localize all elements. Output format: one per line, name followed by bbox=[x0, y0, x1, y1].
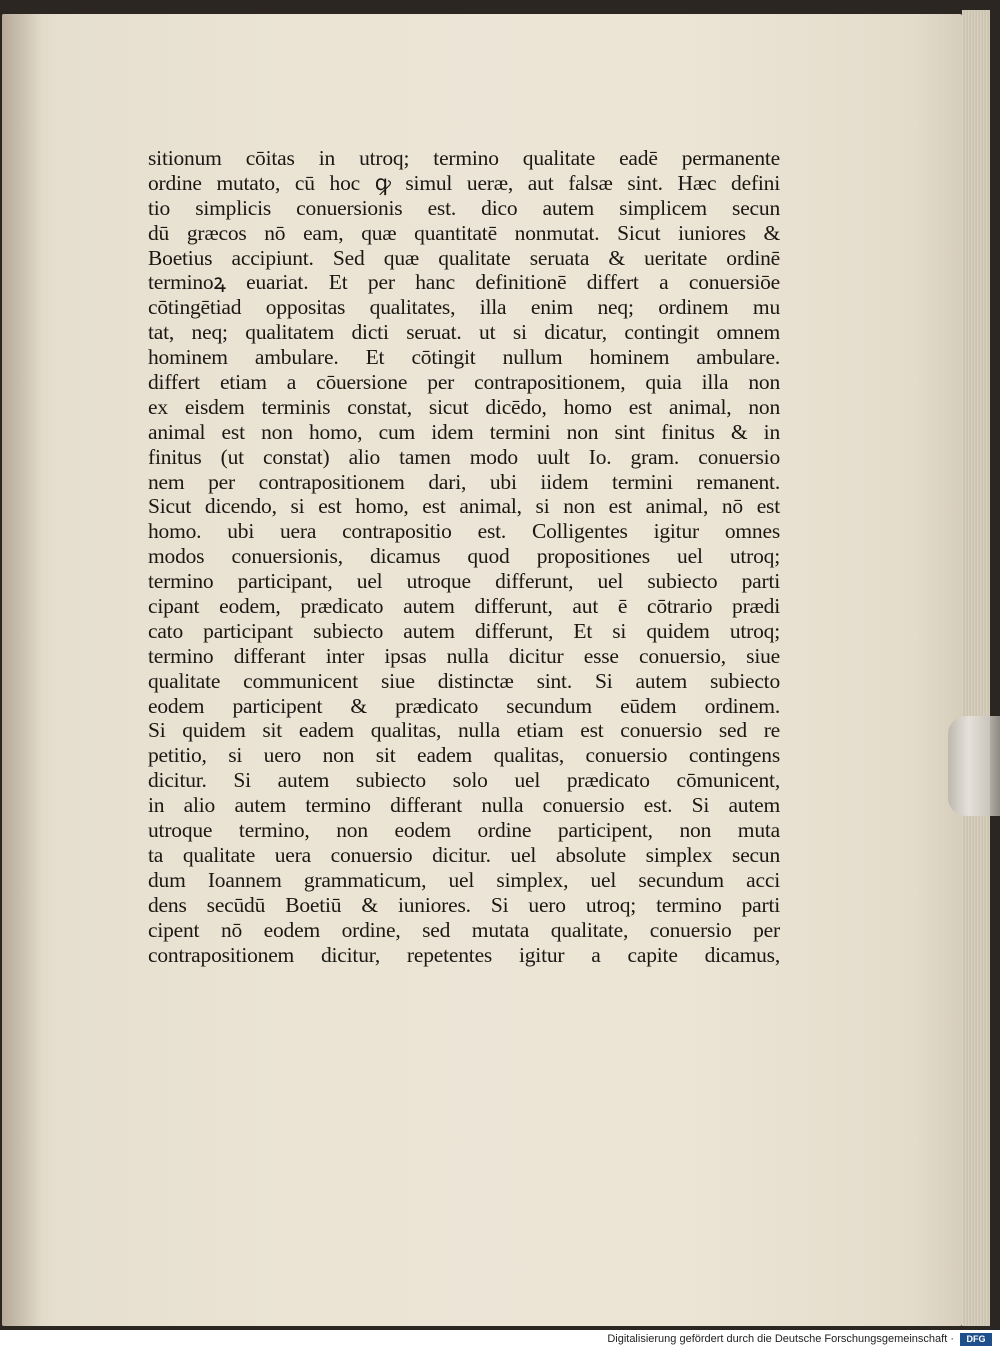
text-line: termino differant inter ipsas nulla dicitur esse conuersio, siue bbox=[148, 643, 780, 668]
text-line: dicitur. Si autem subiecto solo uel prædicato cōmunicent, bbox=[148, 768, 780, 793]
text-line: dum Ioannem grammaticum, uel simplex, uel secundum acci bbox=[148, 867, 780, 892]
page-fore-edge bbox=[962, 10, 990, 1326]
text-line: ex eisdem terminis constat, sicut dicēdo, homo est animal, non bbox=[148, 394, 780, 419]
dfg-logo: DFG bbox=[960, 1333, 992, 1346]
printed-text-block bbox=[148, 146, 780, 967]
text-line: dens secūdū Boetiū & iuniores. Si uero utroq; termino parti bbox=[148, 892, 780, 917]
text-line: termino participant, uel utroque differunt, uel subiecto parti bbox=[148, 569, 780, 594]
text-line: differt etiam a cōuersione per contrapositionem, quia illa non bbox=[148, 370, 780, 395]
text-line: cōtingētiad oppositas qualitates, illa enim neq; ordinem mu bbox=[148, 295, 780, 320]
text-line: Si quidem sit eadem qualitas, nulla etiam est conuersio sed re bbox=[148, 718, 780, 743]
book-page bbox=[2, 14, 962, 1326]
text-line: cipent nō eodem ordine, sed mutata qualitate, conuersio per bbox=[148, 917, 780, 942]
text-line: ta qualitate uera conuersio dicitur. uel absolute simplex secun bbox=[148, 842, 780, 867]
text-line: tat, neq; qualitatem dicti seruat. ut si dicatur, contingit omnem bbox=[148, 320, 780, 345]
text-line: ordine mutato, cū hoc ꝙ simul ueræ, aut falsæ sint. Hæc defini bbox=[148, 170, 780, 195]
text-line: petitio, si uero non sit eadem qualitas, conuersio contingens bbox=[148, 743, 780, 768]
text-line: tio simplicis conuersionis est. dico autem simplicem secun bbox=[148, 195, 780, 220]
text-line: cato participant subiecto autem differunt, Et si quidem utroq; bbox=[148, 618, 780, 643]
text-line: Boetius accipiunt. Sed quæ qualitate seruata & ueritate ordinē bbox=[148, 245, 780, 270]
text-line: nem per contrapositionem dari, ubi iidem termini remanent. bbox=[148, 469, 780, 494]
text-line: utroque termino, non eodem ordine participent, non muta bbox=[148, 818, 780, 843]
footer-credit: Digitalisierung gefördert durch die Deutsche Forschungsgemeinschaft · bbox=[607, 1333, 954, 1345]
text-line: sitionum cōitas in utroq; termino qualitate eadē permanente bbox=[148, 146, 780, 170]
text-line: in alio autem termino differant nulla conuersio est. Si autem bbox=[148, 793, 780, 818]
text-line: animal est non homo, cum idem termini non sint finitus & in bbox=[148, 419, 780, 444]
text-line: modos conuersionis, dicamus quod propositiones uel utroq; bbox=[148, 544, 780, 569]
text-line: cipant eodem, prædicato autem differunt, aut ē cōtrario prædi bbox=[148, 594, 780, 619]
footer-bar bbox=[0, 1330, 1000, 1351]
page-gutter-shadow bbox=[2, 14, 42, 1326]
text-line: qualitate communicent siue distinctæ sint. Si autem subiecto bbox=[148, 668, 780, 693]
text-line: Sicut dicendo, si est homo, est animal, si non est animal, nō est bbox=[148, 494, 780, 519]
text-line: finitus (ut constat) alio tamen modo uult Io. gram. conuersio bbox=[148, 444, 780, 469]
text-line: terminoꝝ euariat. Et per hanc definitionē differt a conuersiōe bbox=[148, 270, 780, 295]
text-line: eodem participent & prædicato secundum eūdem ordinem. bbox=[148, 693, 780, 718]
text-line: hominem ambulare. Et cōtingit nullum hominem ambulare. bbox=[148, 345, 780, 370]
text-line: dū græcos nō eam, quæ quantitatē nonmutat. Sicut iuniores & bbox=[148, 220, 780, 245]
bookmark-clip bbox=[948, 716, 1000, 816]
text-line: homo. ubi uera contrapositio est. Colligentes igitur omnes bbox=[148, 519, 780, 544]
text-line: contrapositionem dicitur, repetentes igitur a capite dicamus, bbox=[148, 942, 780, 967]
